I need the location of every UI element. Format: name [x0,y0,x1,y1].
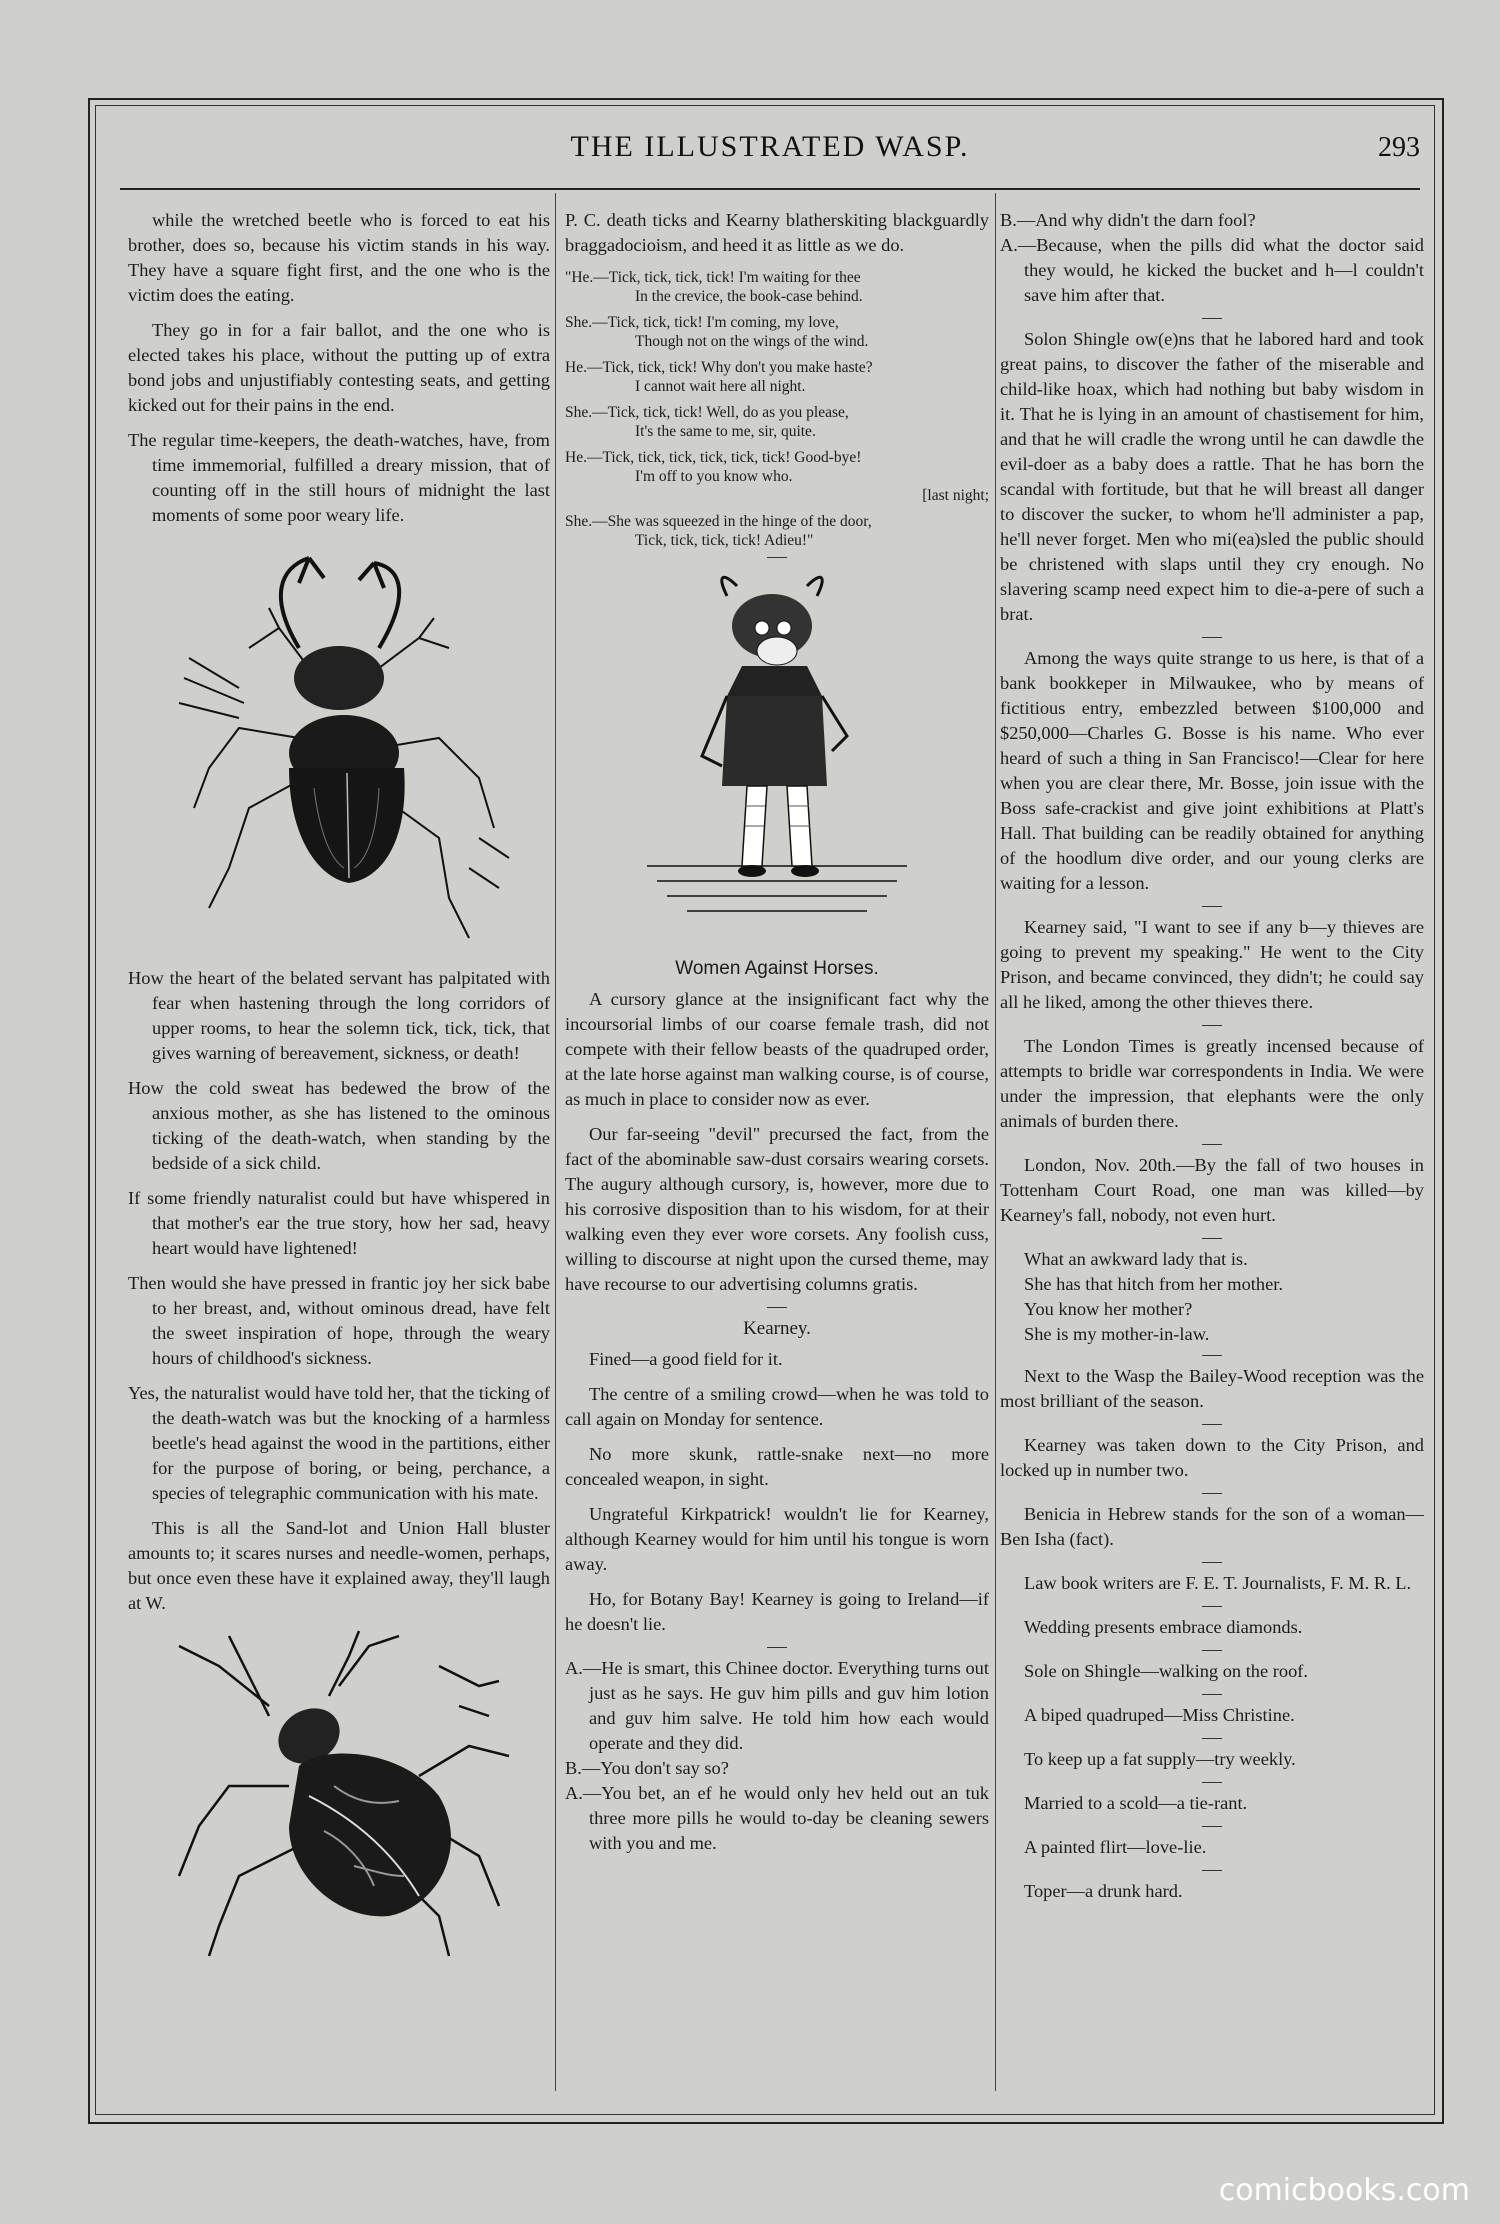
verse-block [1000,1247,1424,1347]
page-number: 293 [1378,132,1420,163]
poem-line: I'm off to you know who. [635,468,793,485]
header-rule [120,188,1420,190]
paragraph: The London Times is greatly incensed because of attempts to bridle war correspondents in India. We were under the impression, that elephants were the only animals of burden there. [1000,1036,1424,1131]
cow-headed-man-illustration [627,566,927,946]
poem-line: He.—Tick, tick, tick, tick, tick, tick! Good-bye! [565,449,862,466]
paragraph: Solon Shingle ow(e)ns that he labored hard and took great pains, to discover the father of the miserable and child-like hoax, which had nothing but baby wisdom in it. That he is lying in an amount of chastisement for him, and that he will cradle the wrong until he can dawdle the evil-doer as a baby does a rattle. That he has born the scandal with fortitude, but that he will breast all danger to discover the sucker, to whom he'll administer a pap, he'll never forget. Men who mi(ea)sled the public should be christened with slaps until they cry enough. No slavering scamp need expect him to die-a-pere of such a brat. [1000,329,1424,624]
paragraph: The centre of a smiling crowd—when he was told to call again on Monday for sentence. [565,1384,989,1429]
paragraph: No more skunk, rattle-snake next—no more concealed weapon, in sight. [565,1444,989,1489]
poem-line: She.—Tick, tick, tick! Well, do as you please, [565,404,849,421]
paragraph: Our far-seeing "devil" precursed the fact, from the fact of the abominable saw-dust corsairs wearing corsets. The augury although cursory, is, however, more due to his corrosive disposition than to his wisdom, for at their walking even they ever wore corsets. Any foolish cuss, willing to discourse at night upon the cursed theme, may have recourse to our advertising columns gratis. [565,1124,989,1294]
dialogue-line: B.—And why didn't the darn fool? [1000,210,1256,230]
stag-beetle-illustration [149,538,529,958]
section-divider [1202,1238,1222,1239]
paragraph: London, Nov. 20th.—By the fall of two houses in Tottenham Court Road, one man was killed—by Kearney's fall, nobody, not even hurt. [1000,1155,1424,1225]
paragraph: They go in for a fair ballot, and the one who is elected takes his place, without the putting up of extra bond jobs and unjustifiably contesting seats, and getting kicked out for their pains in the end. [128,320,550,415]
column-3 [1000,208,1424,2088]
section-divider [1202,1826,1222,1827]
section-divider [1202,318,1222,319]
poem-line: Tick, tick, tick, tick! Adieu!" [635,532,814,549]
section-divider [1202,1355,1222,1356]
section-divider [1202,1493,1222,1494]
paragraph: Ungrateful Kirkpatrick! wouldn't lie for Kearney, although Kearney would for him until his tongue is worn away. [565,1504,989,1574]
paragraph: P. C. death ticks and Kearny blatherskiting blackguardly braggadocioism, and heed it as little as we do. [565,210,989,255]
poem-stanza [565,313,989,351]
section-heading: Women Against Horses. [675,958,879,979]
section-divider [1202,1025,1222,1026]
dialogue-line: A.—He is smart, this Chinee doctor. Everything turns out just as he says. He guv him pills and guv him lotion and guv him salve. He told him how each would operate and they did. [565,1658,989,1753]
poem-line: It's the same to me, sir, quite. [635,423,816,440]
column-divider-1 [555,193,556,2091]
poem-stanza [565,358,989,396]
section-divider [1202,1424,1222,1425]
section-divider [1202,1144,1222,1145]
section-divider [1202,1694,1222,1695]
paragraph: Benicia in Hebrew stands for the son of a woman—Ben Isha (fact). [1000,1504,1424,1549]
paragraph: Among the ways quite strange to us here, is that of a bank bookkeper in Milwaukee, who by means of fictitious entry, embezzled between $100,000 and $250,000—Charles G. Bosse is his name. Who ever heard of such a thing in San Francisco!—Clear for here when you are clear there, Mr. Bosse, join issue with the Boss safe-crackist and give joint exhibitions at Platt's Hall. That building can be readily obtained for anything of the hoodlum dive order, and our young clerks are waiting for a lesson. [1000,648,1424,893]
paragraph: A cursory glance at the insignificant fact why the incoursorial limbs of our coarse female trash, did not compete with their fellow beasts of the quadruped order, at the late horse against man walking course, is of course, as much in place to consider now as ever. [565,989,989,1109]
poem-stanza [565,448,989,505]
poem-line: He.—Tick, tick, tick! Why don't you make haste? [565,359,873,376]
paragraph: Yes, the naturalist would have told her, that the ticking of the death-watch was but the knocking of a harmless beetle's head against the wood in the partitions, either for the purpose of boring, or being, perchance, a species of telegraphic communication with his mate. [128,1383,550,1503]
section-divider [767,557,787,558]
section-divider [1202,1870,1222,1871]
page-header [120,130,1420,172]
section-divider [1202,906,1222,907]
poem-line: "He.—Tick, tick, tick, tick! I'm waiting for thee [565,269,861,286]
column-divider-2 [995,193,996,2091]
section-divider [1202,637,1222,638]
paragraph: Wedding presents embrace diamonds. [1024,1617,1303,1637]
section-divider [767,1647,787,1648]
poem-line: She.—She was squeezed in the hinge of the door, [565,513,872,530]
verse-line: What an awkward lady that is. [1024,1249,1248,1269]
paragraph: Married to a scold—a tie-rant. [1024,1793,1248,1813]
paragraph: Toper—a drunk hard. [1024,1881,1183,1901]
section-divider [1202,1562,1222,1563]
paragraph: Kearney was taken down to the City Prison, and locked up in number two. [1000,1435,1424,1480]
verse-line: She has that hitch from her mother. [1024,1274,1283,1294]
paragraph: Ho, for Botany Bay! Kearney is going to Ireland—if he doesn't lie. [565,1589,989,1634]
dialogue-line: A.—Because, when the pills did what the doctor said they would, he kicked the bucket and h—l couldn't save him after that. [1000,235,1424,305]
paragraph: A painted flirt—love-lie. [1024,1837,1207,1857]
paragraph: This is all the Sand-lot and Union Hall bluster amounts to; it scares nurses and needle-women, perhaps, but once even these have it explained away, they'll laugh at W. [128,1518,550,1613]
beetle-illustration [139,1626,539,1966]
verse-line: You know her mother? [1024,1299,1193,1319]
section-heading: Kearney. [743,1318,811,1339]
paragraph: Fined—a good field for it. [589,1349,783,1369]
paragraph: Sole on Shingle—walking on the roof. [1024,1661,1309,1681]
poem-line: Though not on the wings of the wind. [635,333,869,350]
paragraph: The regular time-keepers, the death-watches, have, from time immemorial, fulfilled a dreary mission, that of counting off in the still hours of midnight the last moments of some poor weary life. [128,430,550,525]
poem-line: I cannot wait here all night. [635,378,806,395]
paragraph: To keep up a fat supply—try weekly. [1024,1749,1296,1769]
paragraph: Kearney said, "I want to see if any b—y thieves are going to prevent my speaking." He went to the City Prison, and became convinced, they didn't; he could say all he liked, among the other thieves there. [1000,917,1424,1012]
section-divider [1202,1606,1222,1607]
paragraph: Then would she have pressed in frantic joy her sick babe to her breast, and, without ominous dread, have felt the sweet inspiration of hope, through the weary hours of childhood's sickness. [128,1273,550,1368]
paragraph: while the wretched beetle who is forced to eat his brother, does so, because his victim stands in his way. They have a square fight first, and the one who is the victim does the eating. [128,210,550,305]
dialogue-line: A.—You bet, an ef he would only hev held out an tuk three more pills he would to-day be cleaning sewers with you and me. [565,1783,989,1853]
paragraph: A biped quadruped—Miss Christine. [1024,1705,1295,1725]
poem-stanza [565,268,989,306]
poem-stanza [565,403,989,441]
dialogue-line: B.—You don't say so? [565,1758,729,1778]
column-2 [565,208,989,2088]
poem-line: She.—Tick, tick, tick! I'm coming, my love, [565,314,839,331]
paragraph: If some friendly naturalist could but have whispered in that mother's ear the true story, how her sad, heavy heart would have lightened! [128,1188,550,1258]
paragraph: How the heart of the belated servant has palpitated with fear when hastening through the long corridors of upper rooms, to hear the solemn tick, tick, tick, that gives warning of bereavement, sickness, or death! [128,968,550,1063]
poem-line: In the crevice, the book-case behind. [635,288,863,305]
poem-line: [last night; [922,487,989,504]
verse-line: She is my mother-in-law. [1024,1324,1210,1344]
paragraph: Next to the Wasp the Bailey-Wood reception was the most brilliant of the season. [1000,1366,1424,1411]
section-divider [1202,1782,1222,1783]
section-divider [1202,1650,1222,1651]
paragraph: Law book writers are F. E. T. Journalists, F. M. R. L. [1024,1573,1412,1593]
watermark: comicbooks.com [1218,2173,1470,2208]
paragraph: How the cold sweat has bedewed the brow of the anxious mother, as she has listened to the ominous ticking of the death-watch, when standing by the bedside of a sick child. [128,1078,550,1173]
section-divider [767,1307,787,1308]
poem-stanza [565,512,989,550]
section-divider [1202,1738,1222,1739]
column-1 [128,208,550,2088]
publication-title: THE ILLUSTRATED WASP. [570,130,970,163]
